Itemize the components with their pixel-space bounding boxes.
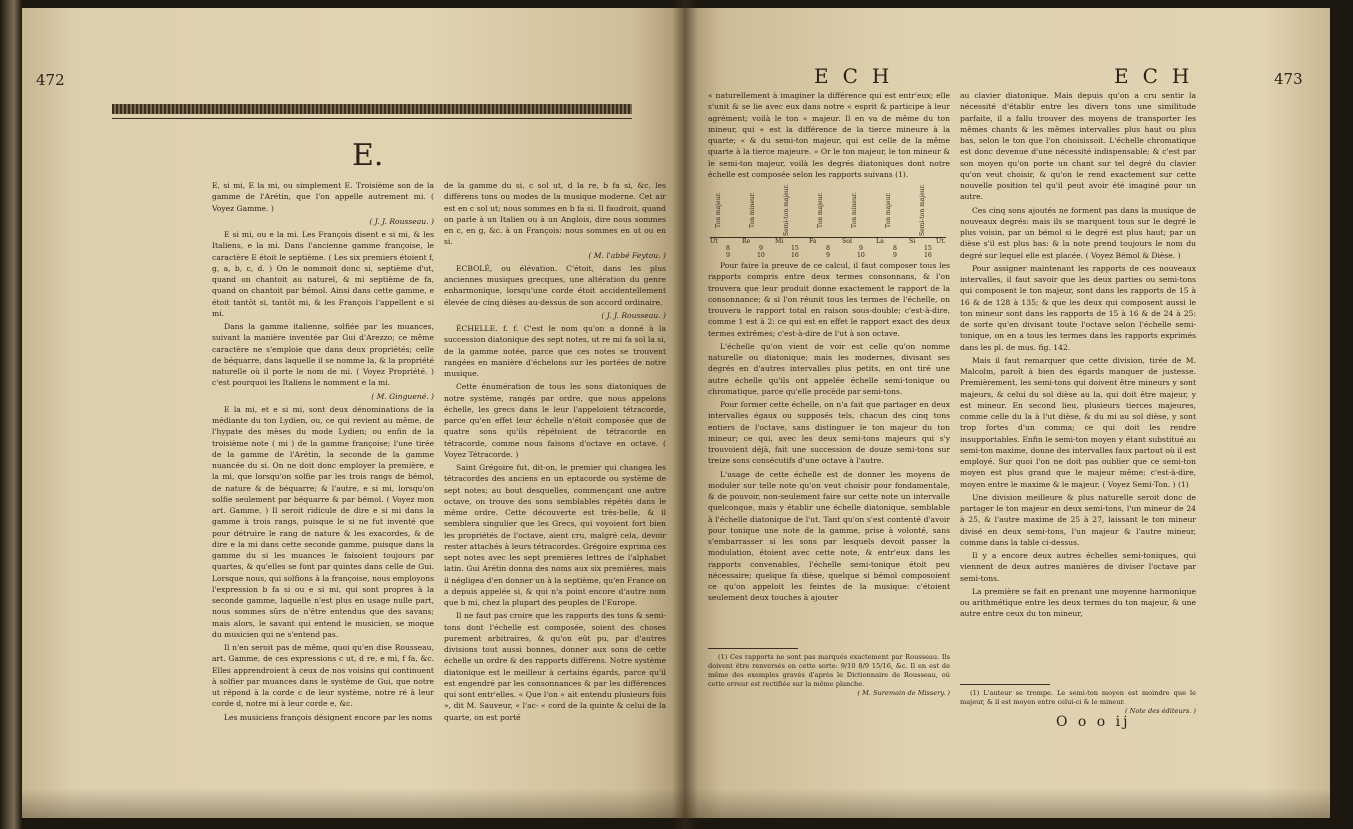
attribution: ( M. Ginguené. ) <box>371 391 434 401</box>
ratio-top: 8 <box>826 245 830 252</box>
footnote-attribution: ( M. Suremain de Missery. ) <box>857 689 950 697</box>
right-column-1 <box>708 90 950 182</box>
ratio-top: 15 <box>791 245 799 252</box>
page-shadow <box>22 788 684 818</box>
ratio-table <box>710 184 952 259</box>
table-note: Si <box>909 238 916 245</box>
ratio-top: 9 <box>759 245 763 252</box>
page-shadow <box>684 788 1330 818</box>
table-note: Ut. <box>936 238 946 245</box>
entry-echelle: ÉCHELLE. f. f. C'est le nom qu'on a donné à la succession diatonique des sept notes, ut re mi fa sol la si, de la gamme notée, parce que ces notes se trouvent rangées en manière d'échelons sur les portées de notre musique. <box>444 324 666 378</box>
table-note: La <box>876 238 884 245</box>
right-page <box>684 8 1330 818</box>
entry-e-si-mi: E, si mi, E la mi, ou simplement E. Troisième son de la gamme de l'Arétin, que l'on appelle autrement mi. ( Voyez Gamme. ) <box>212 181 434 213</box>
paragraph: Les musiciens françois désignent encore par les noms <box>224 712 433 722</box>
ratio-bottom: 9 <box>893 252 897 259</box>
paragraph: Pour former cette échelle, on n'a fait que partager en deux intervalles égaux ou supposés tels, chacun des cinq tons entiers de l'octave, sans distinguer le ton majeur du ton mineur; ce qui, avec les deux semi-tons majeurs qui s'y trouvoient déjà, fait une succession de douze semi-tons sur treize sons consécutifs d'une octave à l'autre. <box>708 400 950 466</box>
paragraph: « naturellement à imaginer la différence qui est entr'eux; elle s'unit & se lie avec eux dans notre « esprit & participe à leur agrément; voilà le ton « majeur. Il en va de même du ton mineur, qui « est la différence de la tierce mineure à la quarte; « & du semi-ton majeur, qui est celle de la même quarte à la tierce majeure. » Or le ton majeur, le ton mineur & le semi-ton majeur, voilà les degrés diatoniques dont notre échelle est composée selon les rapports suivans (1). <box>708 91 950 179</box>
table-header: Ton mineur. <box>851 192 858 228</box>
section-letter: E. <box>352 138 384 173</box>
right-column-1-continued <box>708 260 950 606</box>
footnote-attribution: ( Note des éditeurs. ) <box>1125 707 1196 715</box>
paragraph: Dans la gamme italienne, solfiée par les muances, suivant la manière inventée par Gui d'Arezzo; ce même caractère ne s'emploie que dans deux propriétés; celle de béquarre, dans laquelle il se nomme la, & la propriété naturelle où il porte le nom de mi. ( Voyez Propriété. ) c'est pourquoi les Italiens le nomment e la mi. <box>212 322 434 388</box>
ornamental-rule <box>112 104 632 114</box>
right-column-2 <box>960 90 1196 622</box>
paragraph: Il y a encore deux autres échelles semi-toniques, qui viennent de deux autres manières de diviser l'octave par semi-tons. <box>960 551 1196 583</box>
running-head-left: ECH <box>814 64 904 88</box>
attribution: ( J. J. Rousseau. ) <box>369 216 434 226</box>
paragraph: La première se fait en prenant une moyenne harmonique ou arithmétique entre les deux termes du ton majeur, & une autre entre ceux du ton mineur, <box>960 586 1196 619</box>
running-head-right: ECH <box>1114 64 1204 88</box>
ratio-bottom: 10 <box>857 252 865 259</box>
signature-mark: O o o ij <box>1056 714 1131 730</box>
ratio-bottom: 9 <box>826 252 830 259</box>
table-note: Ut <box>710 238 718 245</box>
paragraph: Pour faire la preuve de ce calcul, il faut composer tous les rapports compris entre deux termes consonnans, & l'on trouvera que leur produit donne exactement le rapport de la consonnance; & si l'on réunit tous les termes de l'échelle, on trouvera le rapport total en raison sous-double; c'est-à-dire, comme 1 est à 2: ce qui est en effet le rapport exact des deux termes extrêmes; c'est-à-dire de l'ut à son octave. <box>708 261 950 338</box>
paragraph: de la gamme du si, c sol ut, d la re, b fa si, &c. les différens tons ou modes de la musique moderne. Cet air est en c sol ut; nous sommes en b fa si. Il faudroit, quand on parle à un Italien ou à un Anglois, dire nous sommes en c, en g, &c. à un François: nous sommes en ut ou en si. <box>444 181 666 247</box>
right-page-number: 473 <box>1274 70 1303 88</box>
table-note: Re <box>742 238 751 245</box>
left-page-number: 472 <box>36 71 65 89</box>
left-page <box>22 8 684 818</box>
footnote-1 <box>708 653 950 698</box>
footnote-rule <box>708 648 798 649</box>
ratio-bottom: 10 <box>757 252 765 259</box>
table-note: Fa <box>809 238 817 245</box>
left-column-1 <box>212 180 434 725</box>
ratio-top: 8 <box>726 245 730 252</box>
table-header: Ton majeur. <box>715 192 722 228</box>
table-header: Ton majeur. <box>885 192 892 228</box>
paragraph: L'usage de cette échelle est de donner les moyens de moduler sur telle note qu'on veut choisir pour fondamentale, & de pouvoir, non-seulement faire sur cette note un intervalle quelconque, mais y établir une échelle diatonique, semblable à l'échelle diatonique de l'ut. Tant qu'on s'est contenté d'avoir pour tonique une note de la gamme, prise à volonté, sans s'embarrasser si les sons par lesquels devoit passer la modulation, étoient avec cette note, & entr'eux dans les rapports convenables, l'échelle semi-tonique étoit peu nécessaire; quelque fa dièse, quelque si bémol composoient ce qu'on appeloit les feintes de la musique: c'étoient seulement deux touches à ajouter <box>708 469 950 603</box>
ratio-top: 9 <box>859 245 863 252</box>
entry-e-la-mi: E la mi, et e si mi, sont deux dénominations de la médiante du ton Lydien, ou, ce qui revient au même, de l'hypate des mèses du mode Lydien; ou enfin de la troisième note ( mi ) de la gamme françoise; l'une tirée de la gamme de l'Arétin, la seconde de la gamme nuancée du si. On ne doit donc employer la première, e la mi, que lorsqu'on solfie par les trois rangs de bémol, de nature & de béquarre; & l'autre, e si mi, lorsqu'on solfie seulement par béquarre & par bémol. ( Voyez mon art. Gamme. ) Il seroit ridicule de dire e si mi dans la gamme à trois rangs, puisque le si ne fut inventé que pour détruire le rang de nature & les exacordes, & de dire e la mi dans cette seconde gamme, puisque dans la gamme du si les muances le faisoient toujours par quartes, & qu'elles se font par quintes dans celle de Gui. Lorsque nous, qui solfions à la françoise, nous employons l'expression b fa si ou e si mi, qui sont propres à la seconde gamme, laquelle n'est plus en usage nulle part, nous sommes sûrs de n'être entendus que des savans; mais alors, le savant qui entend le musicien, se moque du musicien qui ne s'entend pas. <box>212 404 434 639</box>
paragraph: Une division meilleure & plus naturelle seroit donc de partager le ton majeur en deux semi-tons, l'un mineur de 24 à 25, & l'autre maxime de 25 à 27, laissant le ton mineur divisé en deux semi-tons, l'un majeur & l'autre mineur, comme dans la table ci-dessus. <box>960 492 1196 547</box>
paragraph: Cette énumération de tous les sons diatoniques de notre système, rangés par ordre, que nous appelons échelle, les grecs dans le leur l'appeloient tétracorde, parce qu'en effet leur échelle n'étoit composée que de quatre sons qu'ils répétoient de tétracorde en tétracorde, comme nous faisons d'octave en octave. ( Voyez Tétracorde. ) <box>444 382 666 459</box>
paragraph: au clavier diatonique. Mais depuis qu'on a cru sentir la nécessité d'établir entre les divers tons une similitude parfaite, il a fallu trouver des moyens de transporter les mêmes chants & les mêmes intervalles plus haut ou plus bas, selon le ton que l'on choisissoit. L'échelle chromatique est donc devenue d'une nécessité indispensable; & c'est par son moyen qu'on porte un chant sur tel degré du clavier qu'on veut choisir, & qu'on le rend exactement sur cette nouvelle position tel qu'il peut avoir été imaginé pour un autre. <box>960 91 1196 202</box>
ratio-bottom: 16 <box>924 252 932 259</box>
rule-line <box>112 118 632 119</box>
table-header: Ton mineur. <box>749 192 756 228</box>
attribution: ( J. J. Rousseau. ) <box>601 310 666 320</box>
footnote-text: (1) Ces rapports ne sont pas marqués exactement par Rousseau. Ils doivent être renversés en cette sorte: 9/10 8/9 15/16, &c. Il en est de même des exemples gravés d'après le Dictionnaire de Rousseau, où cette erreur est rectifiée sur la même planche. <box>708 653 950 688</box>
table-header: Semi-ton majeur. <box>783 184 790 236</box>
footnote-rule <box>960 684 1050 685</box>
paragraph: Mais il faut remarquer que cette division, tirée de M. Malcolm, paroît à bien des égards manquer de justesse. Premièrement, les semi-tons qui doivent être mineurs y sont majeurs, & celui du sol dièse au la, qui doit être majeur, y est mineur. En second lieu, plusieurs tierces majeures, comme celle du la à l'ut dièse, & du mi au sol dièse, y sont trop fortes d'un comma; ce qui doit les rendre insupportables. Enfin le semi-ton moyen y étant substitué au semi-ton maxime, donne des intervalles faux partout où il est employé. Sur quoi l'on ne doit pas oublier que ce semi-ton moyen est plus grand que le majeur même; c'est-à-dire, moyen entre le maxime & le majeur. ( Voyez Semi-Ton. ) (1) <box>960 355 1196 489</box>
left-column-2 <box>444 180 666 725</box>
entry-ecbole: ECBOLÉ, ou élévation. C'étoit, dans les plus anciennes musiques grecques, une altération du genre enharmonique, lorsqu'une corde étoit accidentellement élevée de cinq dièses au-dessus de son accord ordinaire. <box>444 263 666 307</box>
paragraph: Il n'en seroit pas de même, quoi qu'en dise Rousseau, art. Gamme, de ces expressions c ut, d re, e mi, f fa, &c. Elles apprendroient à ceux de nos voisins qui continuent à solfier par muances dans le système de Gui, que notre ut répond à la corde c de leur système, notre ré à leur corde d, notre mi à leur corde e, &c. <box>212 643 434 709</box>
ratio-top: 8 <box>893 245 897 252</box>
attribution: ( M. l'abbé Feytou. ) <box>588 250 666 260</box>
ratio-bottom: 9 <box>726 252 730 259</box>
paragraph: Saint Grégoire fut, dit-on, le premier qui changea les tétracordes des anciens en un eptacorde ou système de sept notes; au bout desquelles, commençant une autre octave, on trouve des sons semblables répétés dans le même ordre. Cette découverte est très-belle, & il semblera singulier que les Grecs, qui voyoient fort bien les propriétés de l'octave, aient cru, malgré cela, devoir rester attachés à leurs tétracordes. Grégoire exprima ces sept notes avec les sept premières lettres de l'alphabet latin. Gui Arétin donna des noms aux six premières, mais il négligea d'en donner un à la septième, qu'en France on a depuis appelée si, & qui n'a point encore d'autre nom que b mi, chez la plupart des peuples de l'Europe. <box>444 463 667 607</box>
entry-e-si-mi-french: E si mi, ou e la mi. Les François disent e si mi, & les Italiens, e la mi. Dans l'ancienne gamme françoise, le caractère E étoit le septième. ( Les six premiers étoient f, g, a, b, c, d. ) On le nommoit donc si, septième d'ut, quand on chantoit au naturel, & mi septième de fa, quand on chantoit par bémol. Ainsi dans cette gamme, e étoit tantôt si, tantôt mi, & les François l'appellent e si mi. <box>212 230 434 318</box>
paragraph: Pour assigner maintenant les rapports de ces nouveaux intervalles, il faut savoir que les deux parties ou semi-tons qui composent le ton majeur, sont dans les rapports de 15 à 16 & de 128 à 135; & que les deux qui composent aussi le ton mineur sont dans les rapports de 15 à 16 & de 24 à 25: de sorte qu'en divisant toute l'octave selon l'échelle semi-tonique, on en a tous les termes dans les rapports exprimés dans les pl. de mus. fig. 142. <box>960 263 1196 352</box>
paragraph: Ces cinq sons ajoutés ne forment pas dans la musique de nouveaux degrés: mais ils se marquent tous sur le degré le plus voisin, par un bémol si le degré est plus haut; par un dièse s'il est plus bas: & la note prend toujours le nom du degré sur lequel elle est placée. ( Voyez Bémol & Dièse. ) <box>960 205 1196 260</box>
footnote-2 <box>960 689 1196 716</box>
paragraph: L'échelle qu'on vient de voir est celle qu'on nomme naturelle ou diatonique; mais les modernes, divisant ses degrés en d'autres intervalles plus petits, en ont tiré une autre échelle qu'ils ont appelée échelle semi-tonique ou chromatique, parce qu'elle procède par semi-tons. <box>708 341 950 396</box>
ratio-top: 15 <box>924 245 932 252</box>
paragraph: Il ne faut pas croire que les rapports des tons & semi-tons dont l'échelle est composée, soient des choses purement arbitraires, & qu'on eût pu, par d'autres divisions tout aussi bonnes, donner aux sons de cette échelle un ordre & des rapports différens. Notre système diatonique est le meilleur à certains égards, parce qu'il est engendré par les consonnances & par les différences qui sont entr'elles. « Que l'on « ait entendu plusieurs fois », dit M. Sauveur, « l'ac- « cord de la quinte & celui de la quarte, on est porté <box>444 611 666 722</box>
ratio-bottom: 16 <box>791 252 799 259</box>
table-note: Mi <box>775 238 784 245</box>
footnote-text: (1) L'auteur se trompe. Le semi-ton moyen est moindre que le majeur, & il est moyen entre celui-ci & le mineur. <box>960 689 1196 706</box>
table-header: Ton majeur. <box>817 192 824 228</box>
table-header: Semi-ton majeur. <box>919 184 926 236</box>
table-note: Sol <box>842 238 852 245</box>
book-gutter <box>672 0 698 829</box>
